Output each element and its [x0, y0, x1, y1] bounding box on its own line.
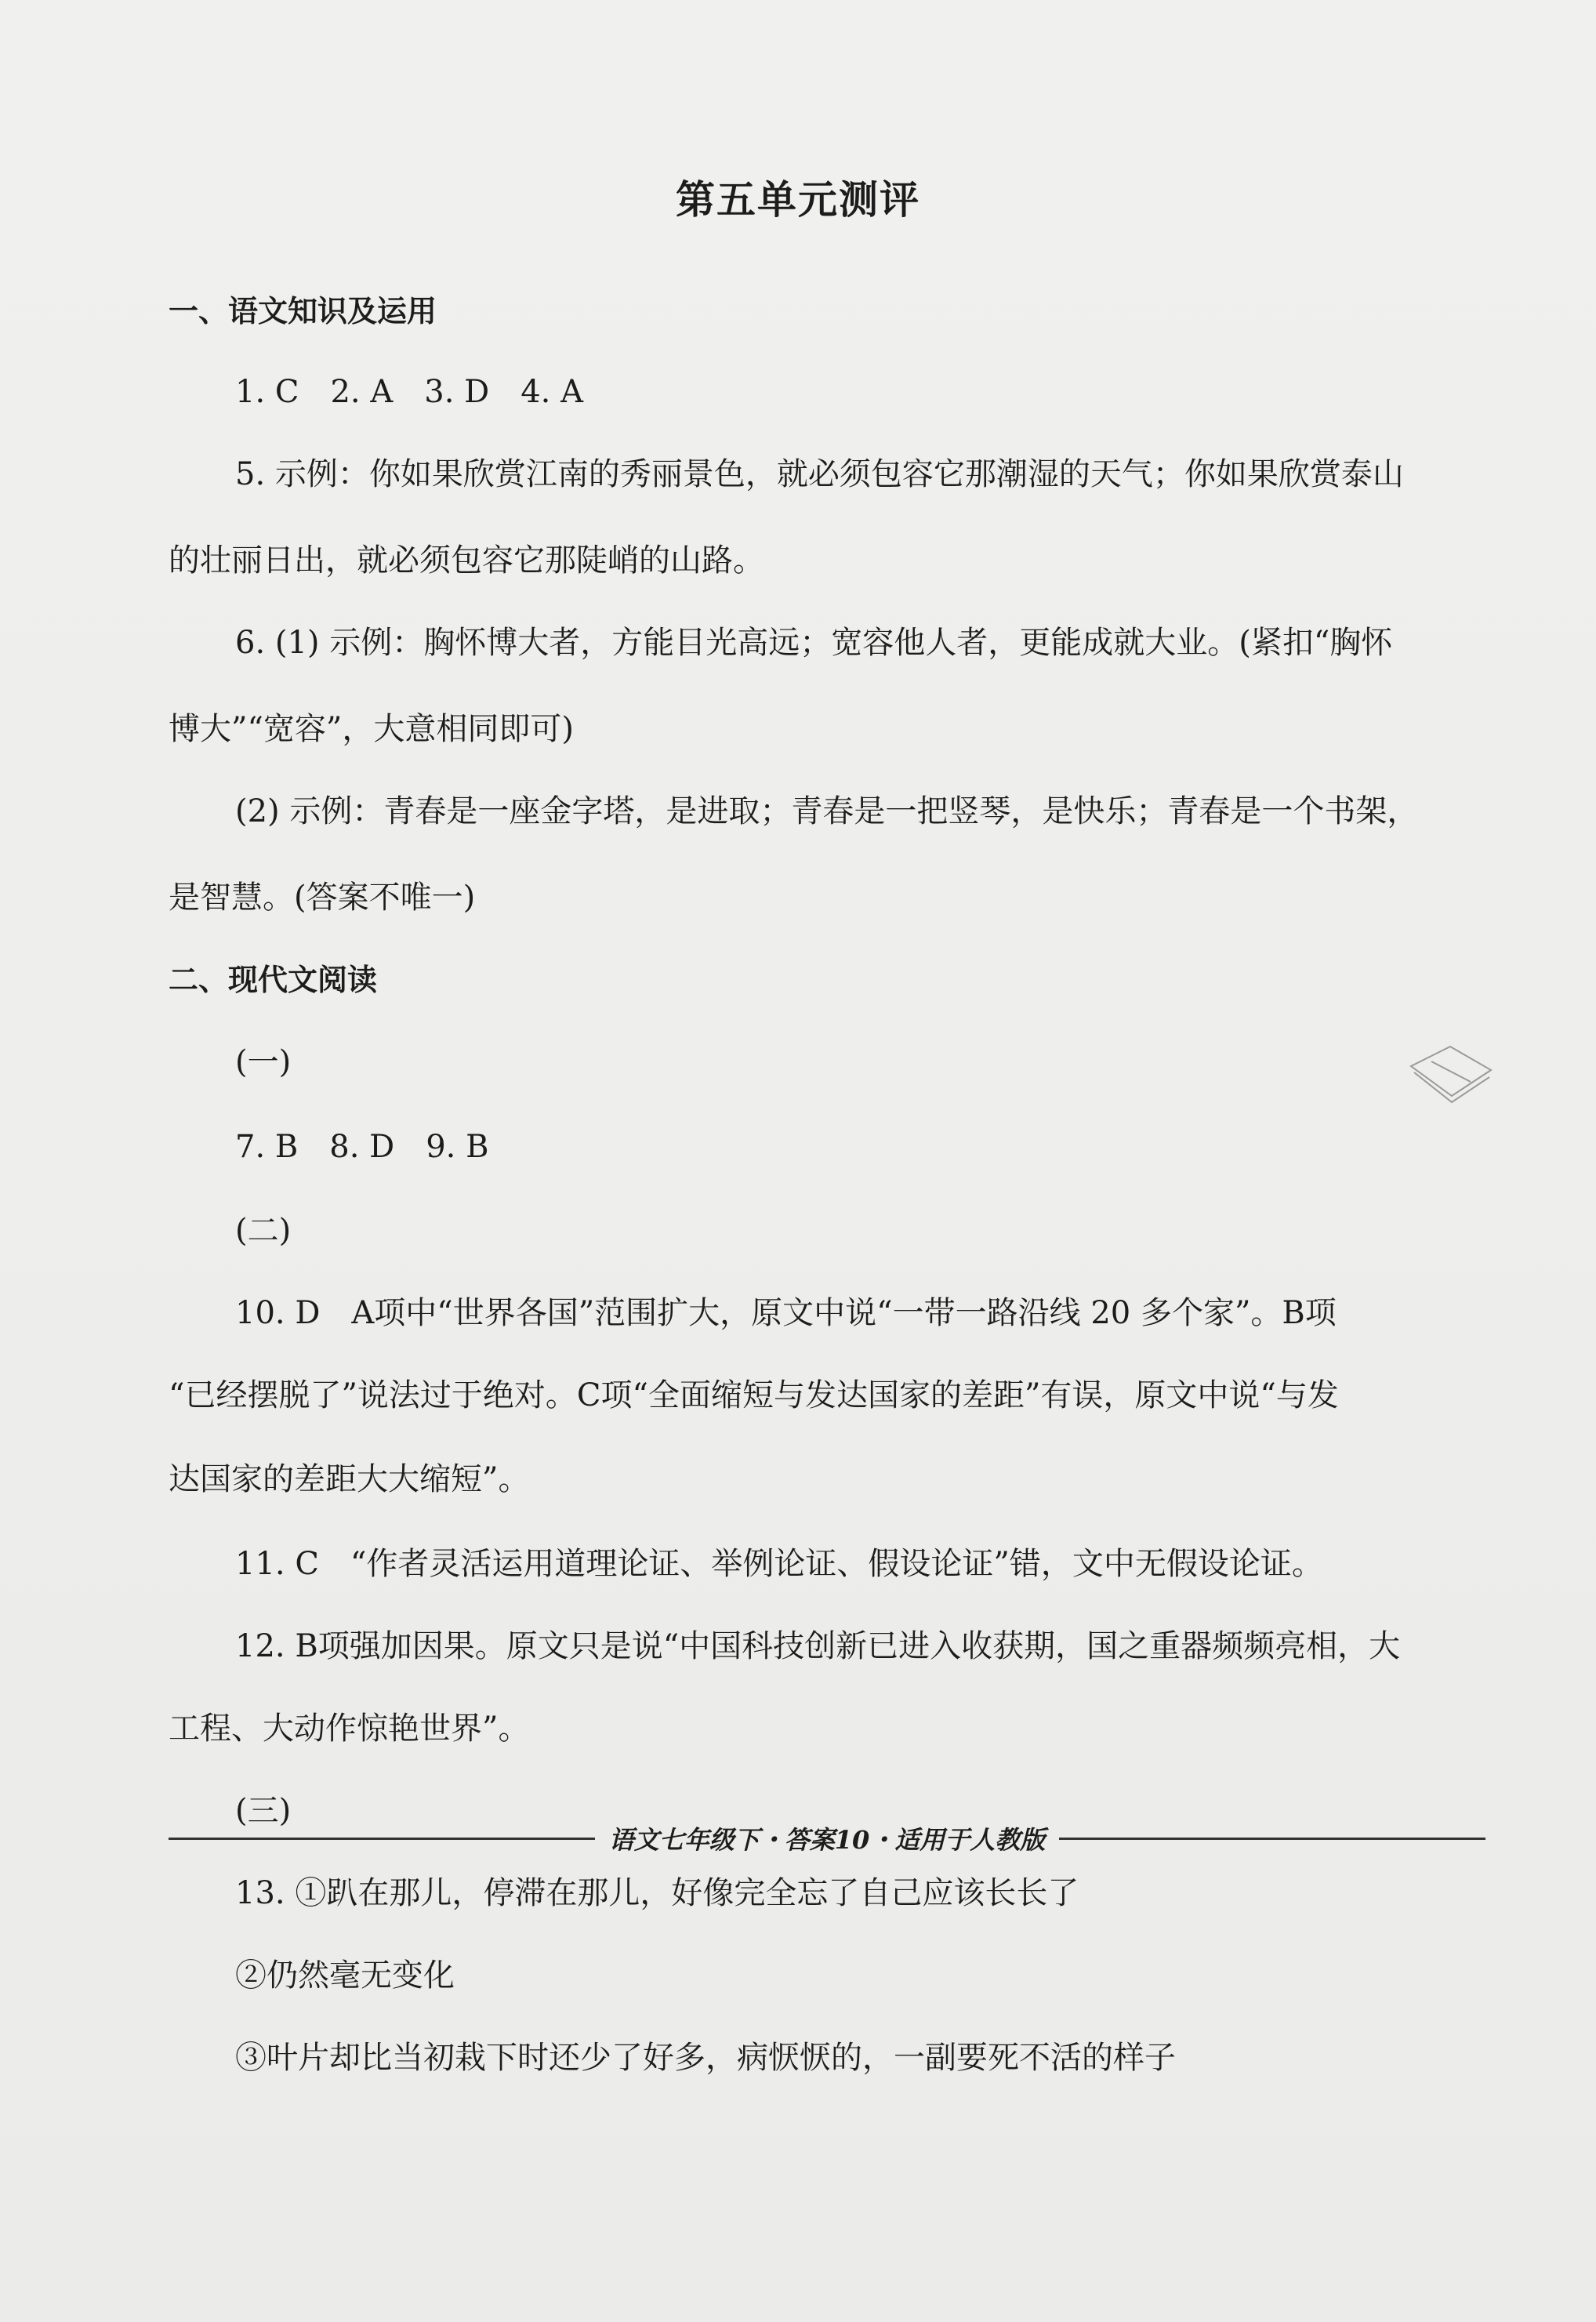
section-heading-1: 一、语文知识及运用	[169, 294, 437, 328]
answer-line-13a: 13. ①趴在那儿，停滞在那儿，好像完全忘了自己应该长长了	[235, 1875, 1079, 1911]
subsection-3: (三)	[235, 1793, 292, 1829]
answer-line-12b: 工程、大动作惊艳世界”。	[169, 1711, 530, 1747]
answer-line-5a: 5. 示例：你如果欣赏江南的秀丽景色，就必须包容它那潮湿的天气；你如果欣赏泰山	[235, 456, 1404, 492]
answer-line-10b: “已经摆脱了”说法过于绝对。C项“全面缩短与发达国家的差距”有误，原文中说“与发	[169, 1377, 1339, 1413]
answer-line-7-9: 7. B 8. D 9. B	[235, 1129, 489, 1165]
page-footer	[169, 1819, 1485, 1858]
footer-rule-right	[1059, 1838, 1485, 1840]
answer-line-6d: 是智慧。(答案不唯一)	[169, 880, 476, 916]
answer-line-10a: 10. D A项中“世界各国”范围扩大，原文中说“一带一路沿线 20 多个家”。B项	[235, 1295, 1337, 1331]
answer-line-6b: 博大”“宽容”，大意相同即可)	[169, 711, 574, 747]
footer-rule-left	[169, 1838, 595, 1840]
page-title: 第五单元测评	[676, 177, 920, 223]
answer-line-6c: (2) 示例：青春是一座金字塔，是进取；青春是一把竖琴，是快乐；青春是一个书架，	[235, 793, 1419, 829]
footer-text: 语文七年级下・答案10・适用于人教版	[608, 1825, 1046, 1855]
answer-line-13c: ③叶片却比当初栽下时还少了好多，病恹恹的，一副要死不活的样子	[235, 2040, 1176, 2076]
book-stamp-icon	[1403, 1035, 1497, 1113]
answer-line-5b: 的壮丽日出，就必须包容它那陡峭的山路。	[169, 542, 764, 579]
answer-line-11: 11. C “作者灵活运用道理论证、举例论证、假设论证”错，文中无假设论证。	[235, 1546, 1323, 1582]
answer-line-12a: 12. B项强加因果。原文只是说“中国科技创新已进入收获期，国之重器频频亮相，大	[235, 1628, 1401, 1664]
answer-line-6a: 6. (1) 示例：胸怀博大者，方能目光高远；宽容他人者，更能成就大业。(紧扣“胸怀	[235, 625, 1393, 661]
answer-line-10c: 达国家的差距大大缩短”。	[169, 1461, 530, 1497]
subsection-2: (二)	[235, 1213, 292, 1249]
answer-line-13b: ②仍然毫无变化	[235, 1957, 455, 1994]
answer-line-1-4: 1. C 2. A 3. D 4. A	[235, 374, 583, 410]
section-heading-2: 二、现代文阅读	[169, 963, 378, 997]
subsection-1: (一)	[235, 1044, 292, 1080]
